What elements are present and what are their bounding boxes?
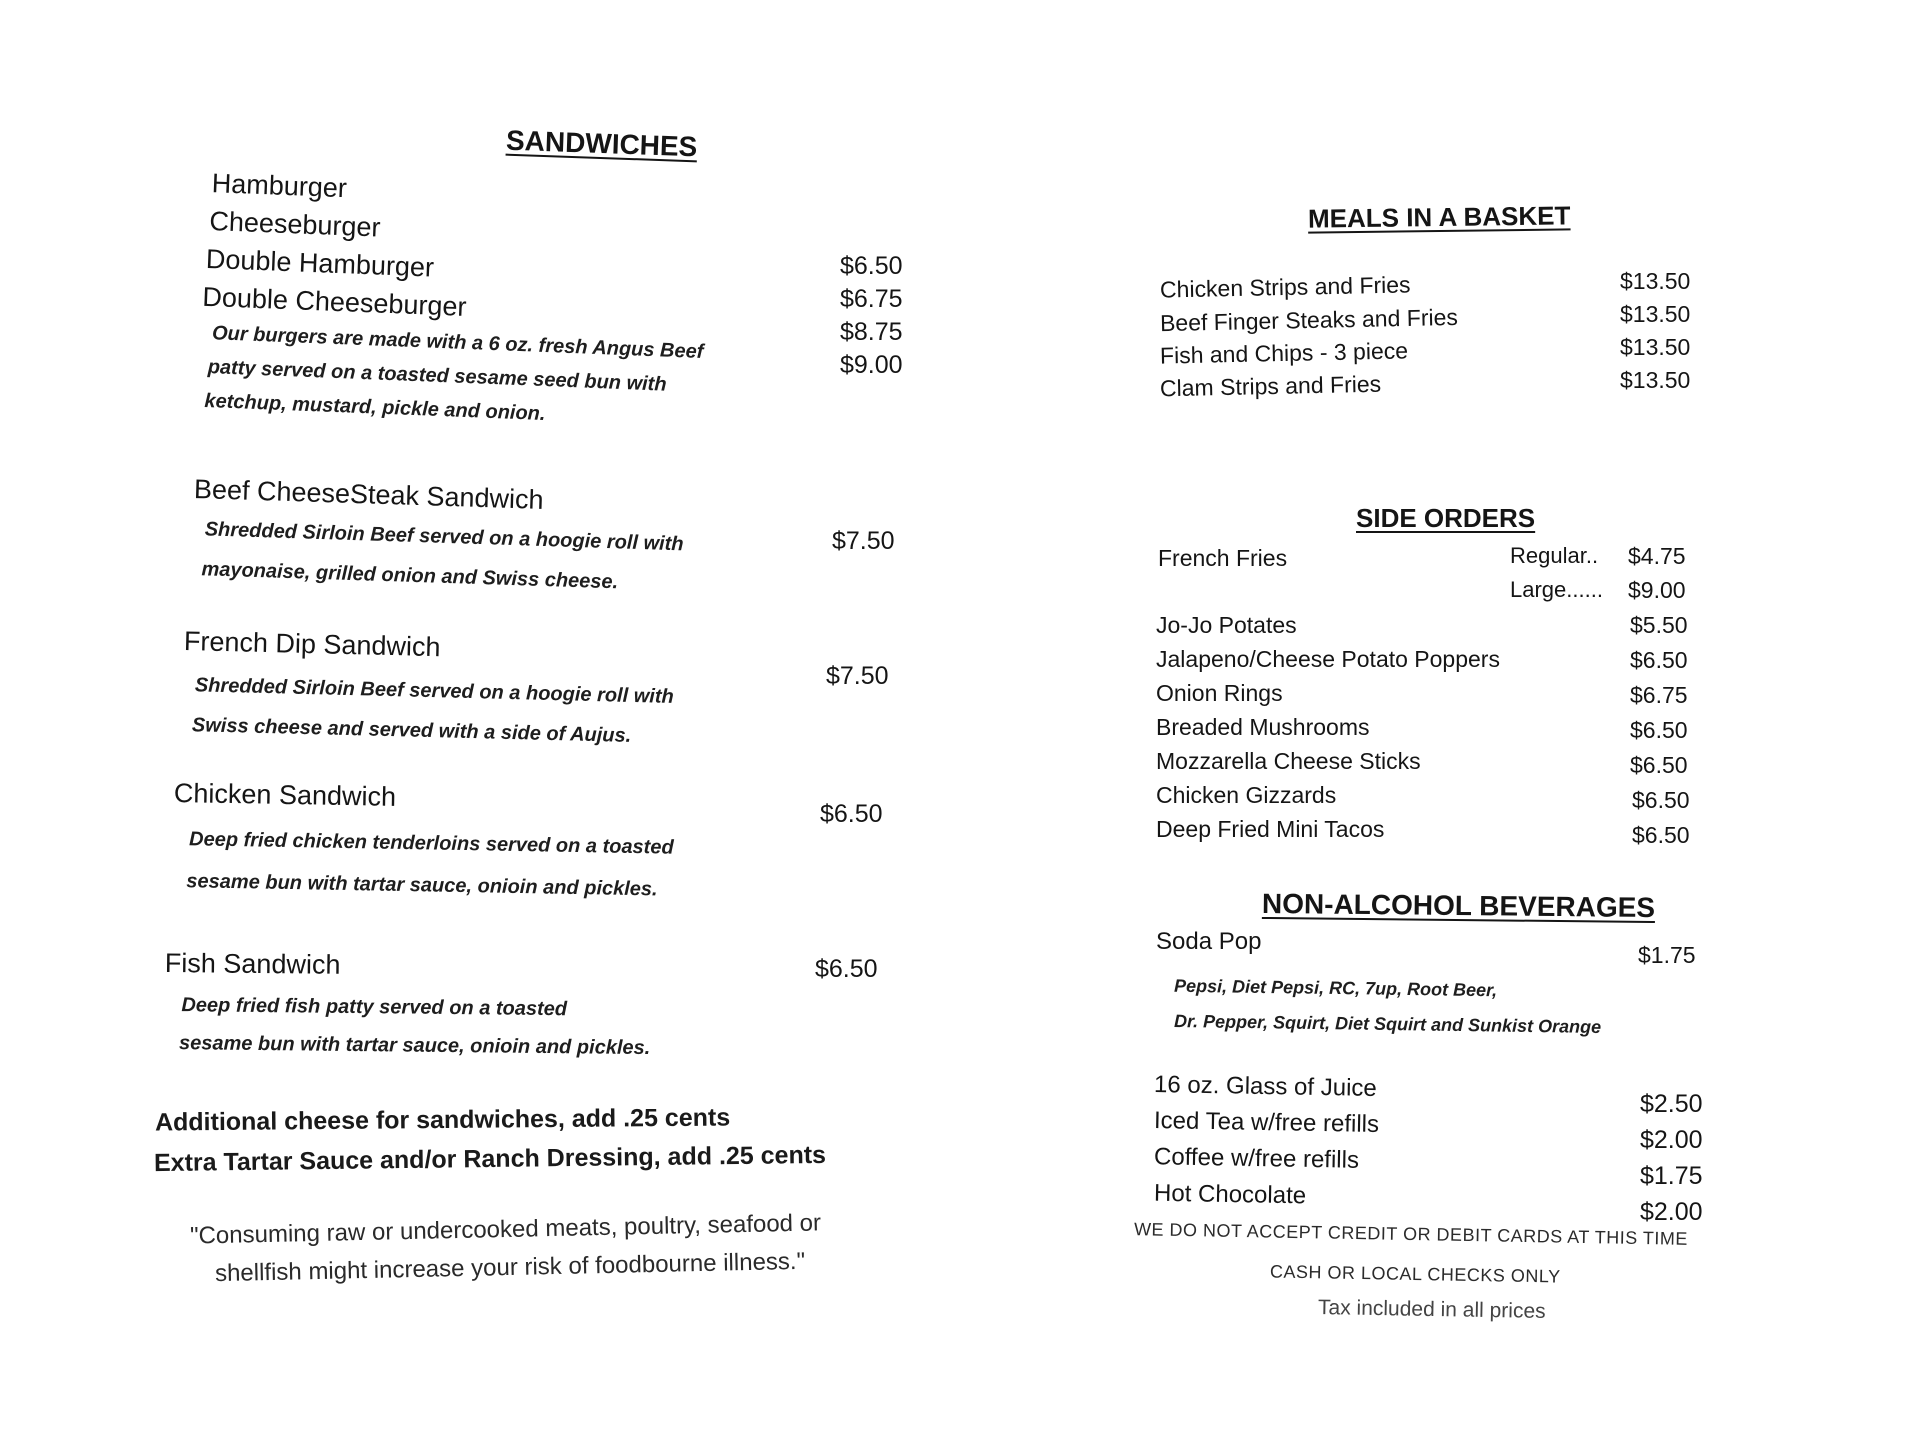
burger-price: $6.50 [840, 252, 903, 280]
beverage-price: $1.75 [1640, 1162, 1703, 1190]
beverage-price: $2.00 [1640, 1126, 1703, 1154]
burger-price: $8.75 [840, 318, 903, 346]
fries-large-price: $9.00 [1628, 577, 1686, 603]
burger-item: Cheeseburger [208, 206, 382, 243]
beverage-item: Coffee w/free refills [1153, 1143, 1360, 1174]
basket-price: $13.50 [1620, 268, 1691, 294]
burger-price: $6.75 [840, 285, 903, 313]
fries-large-label: Large...... [1510, 577, 1603, 602]
sides-heading: SIDE ORDERS [1356, 503, 1536, 533]
burger-item: Double Cheeseburger [201, 281, 468, 322]
extra-sauce-note: Extra Tartar Sauce and/or Ranch Dressing, add .25 cents [153, 1140, 827, 1178]
basket-item: Beef Finger Steaks and Fries [1159, 303, 1459, 337]
side-item: Breaded Mushrooms [1156, 714, 1370, 740]
beverage-item: 16 oz. Glass of Juice [1153, 1071, 1378, 1102]
additional-cheese-note: Additional cheese for sandwiches, add .25 cents [154, 1103, 731, 1137]
chicken-name: Chicken Sandwich [173, 777, 397, 812]
cheesesteak-name: Beef CheeseSteak Sandwich [193, 473, 545, 515]
side-price: $6.50 [1632, 822, 1690, 848]
basket-price: $13.50 [1620, 334, 1691, 360]
side-item: Jo-Jo Potates [1156, 612, 1297, 638]
beverage-item: Iced Tea w/free refills [1153, 1107, 1380, 1138]
burger-description: patty served on a toasted sesame seed bun with [207, 356, 667, 396]
side-item: Jalapeno/Cheese Potato Poppers [1156, 646, 1500, 672]
soda-pop-flavors: Pepsi, Diet Pepsi, RC, 7up, Root Beer, [1173, 975, 1498, 1001]
fish-price: $6.50 [815, 955, 878, 983]
chicken-description: Deep fried chicken tenderloins served on a toasted [188, 828, 674, 859]
side-price: $5.50 [1630, 612, 1688, 638]
sandwiches-heading: SANDWICHES [505, 124, 698, 163]
soda-pop-price: $1.75 [1638, 942, 1696, 968]
side-price: $6.50 [1630, 752, 1688, 778]
burger-item: Hamburger [211, 168, 348, 204]
side-item: Onion Rings [1156, 680, 1283, 706]
chicken-description: sesame bun with tartar sauce, onioin and pickles. [186, 870, 658, 901]
food-safety-warning: "Consuming raw or undercooked meats, poultry, seafood or [189, 1209, 822, 1250]
beverage-price: $2.00 [1640, 1198, 1703, 1226]
beverages-heading: NON-ALCOHOL BEVERAGES [1261, 887, 1656, 924]
beverage-item: Hot Chocolate [1153, 1179, 1307, 1210]
cheesesteak-description: Shredded Sirloin Beef served on a hoogie roll with [204, 518, 684, 556]
burger-item: Double Hamburger [205, 243, 435, 283]
soda-pop-flavors: Dr. Pepper, Squirt, Diet Squirt and Sunkist Orange [1173, 1011, 1602, 1037]
beverage-item-soda-pop: Soda Pop [1156, 928, 1262, 955]
basket-item: Chicken Strips and Fries [1159, 271, 1411, 303]
side-price: $6.75 [1630, 682, 1688, 708]
side-price: $6.50 [1632, 787, 1690, 813]
side-price: $6.50 [1630, 647, 1688, 673]
side-item-french-fries: French Fries [1158, 545, 1288, 571]
basket-price: $13.50 [1620, 367, 1691, 393]
burger-description: ketchup, mustard, pickle and onion. [204, 389, 546, 426]
burger-price: $9.00 [840, 351, 903, 379]
fish-description: sesame bun with tartar sauce, onioin and pickles. [178, 1032, 651, 1060]
basket-price: $13.50 [1620, 301, 1691, 327]
food-safety-warning: shellfish might increase your risk of foodbourne illness." [214, 1247, 806, 1288]
payment-note: CASH OR LOCAL CHECKS ONLY [1269, 1261, 1561, 1287]
cheesesteak-description: mayonaise, grilled onion and Swiss cheese. [201, 558, 619, 594]
side-item: Deep Fried Mini Tacos [1156, 816, 1385, 842]
payment-note: WE DO NOT ACCEPT CREDIT OR DEBIT CARDS AT THIS TIME [1133, 1219, 1689, 1249]
french-dip-description: Shredded Sirloin Beef served on a hoogie roll with [194, 674, 674, 708]
french-dip-name: French Dip Sandwich [183, 625, 441, 663]
fish-name: Fish Sandwich [164, 948, 341, 980]
side-price: $6.50 [1630, 717, 1688, 743]
chicken-price: $6.50 [820, 800, 883, 828]
french-dip-description: Swiss cheese and served with a side of Aujus. [191, 714, 632, 747]
cheesesteak-price: $7.50 [832, 527, 895, 555]
side-item: Mozzarella Cheese Sticks [1156, 748, 1421, 774]
side-item: Chicken Gizzards [1156, 782, 1337, 808]
basket-item: Clam Strips and Fries [1159, 370, 1382, 402]
baskets-heading: MEALS IN A BASKET [1307, 200, 1571, 234]
tax-note: Tax included in all prices [1317, 1296, 1546, 1323]
fish-description: Deep fried fish patty served on a toasted [181, 994, 568, 1021]
fries-regular-label: Regular.. [1510, 543, 1599, 568]
basket-item: Fish and Chips - 3 piece [1159, 337, 1409, 369]
french-dip-price: $7.50 [826, 662, 889, 690]
beverage-price: $2.50 [1640, 1090, 1703, 1118]
burger-description: Our burgers are made with a 6 oz. fresh Angus Beef [211, 322, 704, 364]
fries-regular-price: $4.75 [1628, 543, 1686, 569]
